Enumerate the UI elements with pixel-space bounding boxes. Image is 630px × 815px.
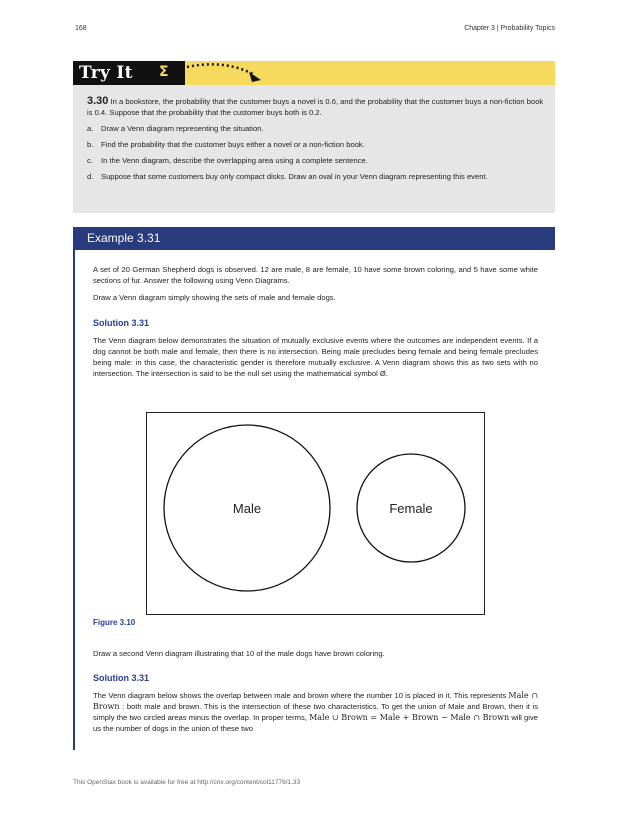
exercise-number: 3.30 (87, 95, 109, 107)
list-marker: b. (87, 140, 94, 149)
list-item-text: Suppose that some customers buy only compact disks. Draw an oval in your Venn diagram representing this event. (101, 172, 488, 181)
solution-heading: Solution 3.31 (93, 673, 150, 683)
solution-text: will give us the number of dogs in the union of these two (93, 713, 538, 733)
sigma-icon: Σ (159, 64, 169, 80)
list-marker: d. (87, 172, 94, 181)
list-item (87, 171, 545, 182)
list-marker: c. (87, 156, 93, 165)
solution-paragraph: The Venn diagram below demonstrates the situation of mutually exclusive events where the outcomes are independent events. If a dog cannot be both male and female, then there is no intersection. Being male precludes being female and being female precludes being male: in this case, the characteristic gender is therefore mutually exclusive. A Venn diagram shows this as two sets with no intersection. The intersection is said to be the null set using the mathematical symbol Ø. (93, 336, 538, 378)
solution-text: : both male and brown. This is the intersection of these two characteristics. To get the union of Male and Brown, then it is simply the two circled areas minus the overlap. In proper terms, (93, 702, 538, 722)
exercise-parts-list (87, 123, 545, 182)
example-question: Draw a second Venn diagram illustrating that 10 of the male dogs have brown coloring. (93, 649, 385, 658)
chapter-title: Chapter 3 | Probability Topics (464, 25, 555, 32)
dotted-arrow-icon (185, 61, 265, 85)
exercise-intro-text: In a bookstore, the probability that the customer buys a novel is 0.6, and the probability that the customer buys a non-fiction book is 0.4. Suppose that the probability that the customer buys both is 0.2. (87, 97, 544, 117)
example-paragraph: A set of 20 German Shepherd dogs is observed. 12 are male, 8 are female, 10 have some brown coloring, and 5 have some white sections of fur. Answer the following using Venn Diagrams. (93, 265, 538, 285)
solution-text: The Venn diagram below shows the overlap between male and brown where the number 10 is placed in it. This represents (93, 691, 507, 700)
math-expression: Male ∩ Brown (93, 691, 539, 711)
list-item (87, 123, 545, 134)
footer-note: This OpenStax book is available for free at http://cnx.org/content/col11776/1.33 (73, 779, 301, 786)
solution-heading: Solution 3.31 (93, 318, 150, 328)
exercise-intro (87, 96, 545, 118)
list-marker: a. (87, 124, 94, 133)
solution-paragraph (93, 690, 538, 734)
female-set-label: Female (389, 501, 433, 516)
list-item-text: Draw a Venn diagram representing the situation. (101, 124, 264, 133)
list-item-text: In the Venn diagram, describe the overlapping area using a complete sentence. (101, 156, 368, 165)
list-item (87, 155, 545, 166)
figure-caption: Figure 3.10 (93, 618, 136, 627)
male-set-label: Male (232, 501, 262, 516)
example-side-rule (73, 250, 75, 750)
try-it-exercise (73, 85, 555, 213)
venn-diagram (146, 412, 485, 615)
example-title: Example 3.31 (73, 227, 555, 250)
math-expression: Male ∪ Brown = Male + Brown − Male ∩ Brown (309, 713, 510, 722)
list-item (87, 139, 545, 150)
list-item-text: Find the probability that the customer buys either a novel or a non-fiction book. (101, 140, 365, 149)
page-number: 168 (75, 25, 87, 32)
try-it-label: Try It (73, 61, 185, 85)
example-question: Draw a Venn diagram simply showing the sets of male and female dogs. (93, 293, 336, 302)
try-it-banner (73, 61, 555, 85)
